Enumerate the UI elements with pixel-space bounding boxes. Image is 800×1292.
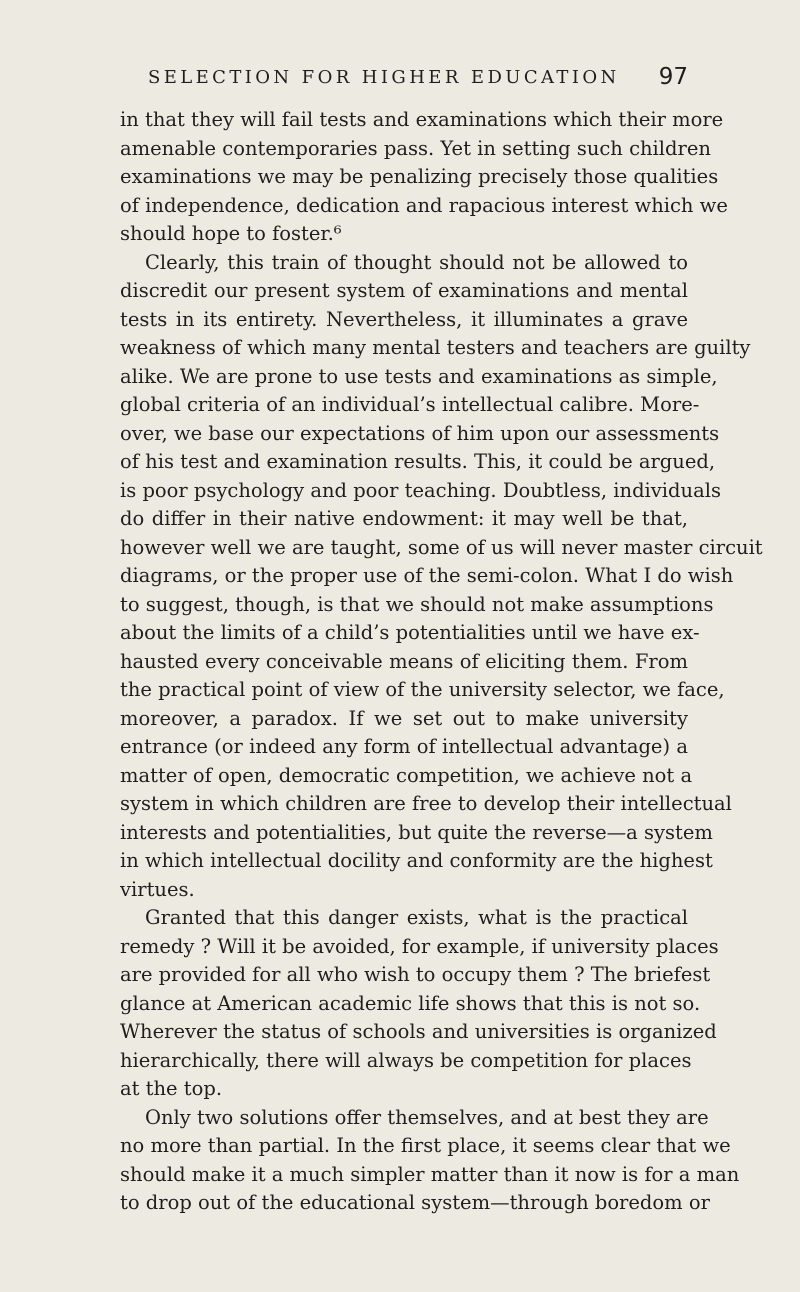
text-line: amenable contemporaries pass. Yet in setting such children <box>120 136 711 160</box>
text-line: is poor psychology and poor teaching. Doubtless, individuals <box>120 478 721 502</box>
text-line: are provided for all who wish to occupy them ? The briefest <box>120 963 711 986</box>
text-line: glance at American academic life shows that this is not so. <box>120 991 701 1015</box>
text-line: global criteria of an individual’s intellectual calibre. More- <box>120 393 700 416</box>
text-line: however well we are taught, some of us will never master circuit <box>120 535 763 559</box>
text-line: system in which children are free to develop their intellectual <box>120 792 732 815</box>
text-line: at the top. <box>120 1077 223 1100</box>
text-line: interests and potentialities, but quite the reverse—a system <box>120 820 713 844</box>
body-text <box>120 106 763 1218</box>
text-line: Granted that this danger exists, what is the practical <box>145 906 688 929</box>
text-line: entrance (or indeed any form of intellectual advantage) a <box>120 735 688 758</box>
text-line: virtues. <box>120 877 195 901</box>
text-line: alike. We are prone to use tests and examinations as simple, <box>120 364 718 388</box>
text-line: diagrams, or the proper use of the semi-colon. What I do wish <box>120 564 734 587</box>
text-line: the practical point of view of the university selector, we face, <box>120 678 725 701</box>
text-line: Clearly, this train of thought should not be allowed to <box>145 250 688 274</box>
text-line: in that they will fail tests and examinations which their more <box>120 108 724 131</box>
text-line: hierarchically, there will always be competition for places <box>120 1048 692 1072</box>
text-line: should make it a much simpler matter than it now is for a man <box>120 1162 740 1186</box>
running-title: SELECTION FOR HIGHER EDUCATION <box>148 67 620 88</box>
text-line: Wherever the status of schools and universities is organized <box>120 1020 717 1043</box>
text-line: in which intellectual docility and conformity are the highest <box>120 849 713 872</box>
text-line: examinations we may be penalizing precisely those qualities <box>120 165 719 188</box>
text-line: of his test and examination results. This, it could be argued, <box>120 450 716 473</box>
text-line: matter of open, democratic competition, we achieve not a <box>120 763 693 787</box>
text-line: tests in its entirety. Nevertheless, it illuminates a grave <box>120 307 688 331</box>
text-line: do differ in their native endowment: it may well be that, <box>120 507 688 530</box>
text-line: to drop out of the educational system—through boredom or <box>120 1191 710 1214</box>
running-head <box>148 64 688 94</box>
text-line: moreover, a paradox. If we set out to make university <box>120 706 688 730</box>
text-line: about the limits of a child’s potentialities until we have ex- <box>120 621 700 644</box>
text-line: should hope to foster.⁶ <box>120 222 342 245</box>
text-line: of independence, dedication and rapacious interest which we <box>120 193 728 217</box>
text-line: to suggest, though, is that we should not make assumptions <box>120 592 714 616</box>
text-line: remedy ? Will it be avoided, for example, if university places <box>120 934 719 958</box>
text-line: discredit our present system of examinations and mental <box>120 279 688 302</box>
text-line: no more than partial. In the first place, it seems clear that we <box>120 1134 731 1157</box>
text-line: over, we base our expectations of him upon our assessments <box>120 421 720 445</box>
text-line: hausted every conceivable means of eliciting them. From <box>120 649 688 673</box>
text-line: Only two solutions offer themselves, and at best they are <box>145 1105 709 1129</box>
page-number: 97 <box>658 64 688 90</box>
text-line: weakness of which many mental testers and teachers are guilty <box>120 336 751 359</box>
